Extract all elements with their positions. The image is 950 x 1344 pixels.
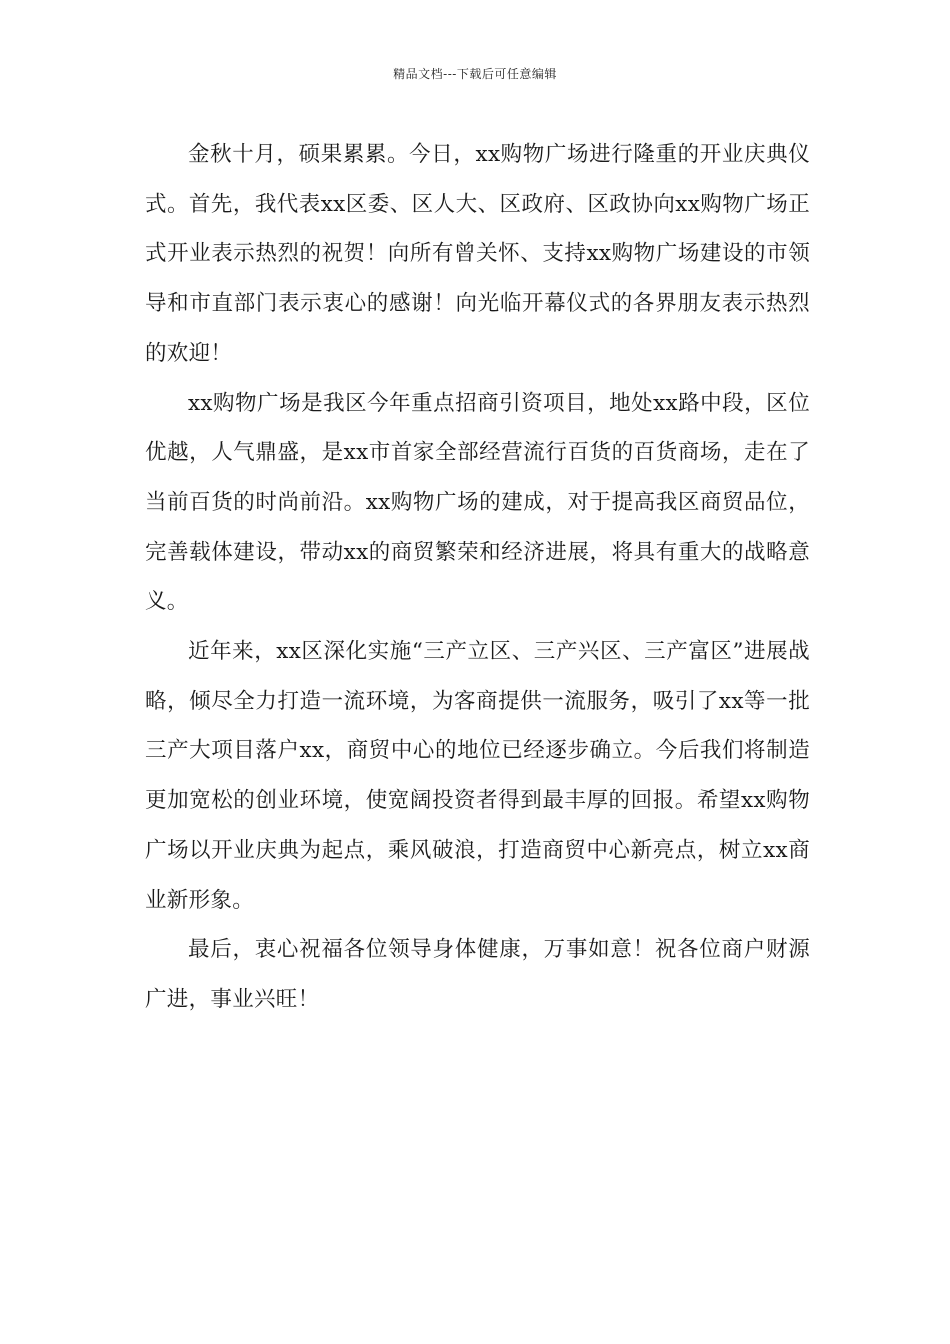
- paragraph-strategy: 近年来，xx区深化实施“三产立区、三产兴区、三产富区”进展战略，倾尽全力打造一流环境，为客商提供一流服务，吸引了xx等一批三产大项目落户xx，商贸中心的地位已经逐步确立。今后我们将制造更加宽松的创业环境，使宽阔投资者得到最丰厚的回报。希望xx购物广场以开业庆典为起点，乘风破浪，打造商贸中心新亮点，树立xx商业新形象。: [145, 639, 810, 913]
- paragraph-closing: 最后，衷心祝福各位领导身体健康，万事如意！祝各位商户财源广进，事业兴旺！: [145, 937, 810, 1012]
- paragraph-project: xx购物广场是我区今年重点招商引资项目，地处xx路中段，区位优越，人气鼎盛，是xx市首家全部经营流行百货的百货商场，走在了当前百货的时尚前沿。xx购物广场的建成，对于提高我区商贸品位，完善载体建设，带动xx的商贸繁荣和经济进展，将具有重大的战略意义。: [145, 390, 810, 615]
- page-header: 精品文档---下载后可任意编辑: [393, 67, 557, 81]
- paragraph-opening: 金秋十月，硕果累累。今日，xx购物广场进行隆重的开业庆典仪式。首先，我代表xx区委、区人大、区政府、区政协向xx购物广场正式开业表示热烈的祝贺！向所有曾关怀、支持xx购物广场建设的市领导和市直部门表示衷心的感谢！向光临开幕仪式的各界朋友表示热烈的欢迎！: [145, 142, 810, 366]
- document-body: [145, 130, 810, 1025]
